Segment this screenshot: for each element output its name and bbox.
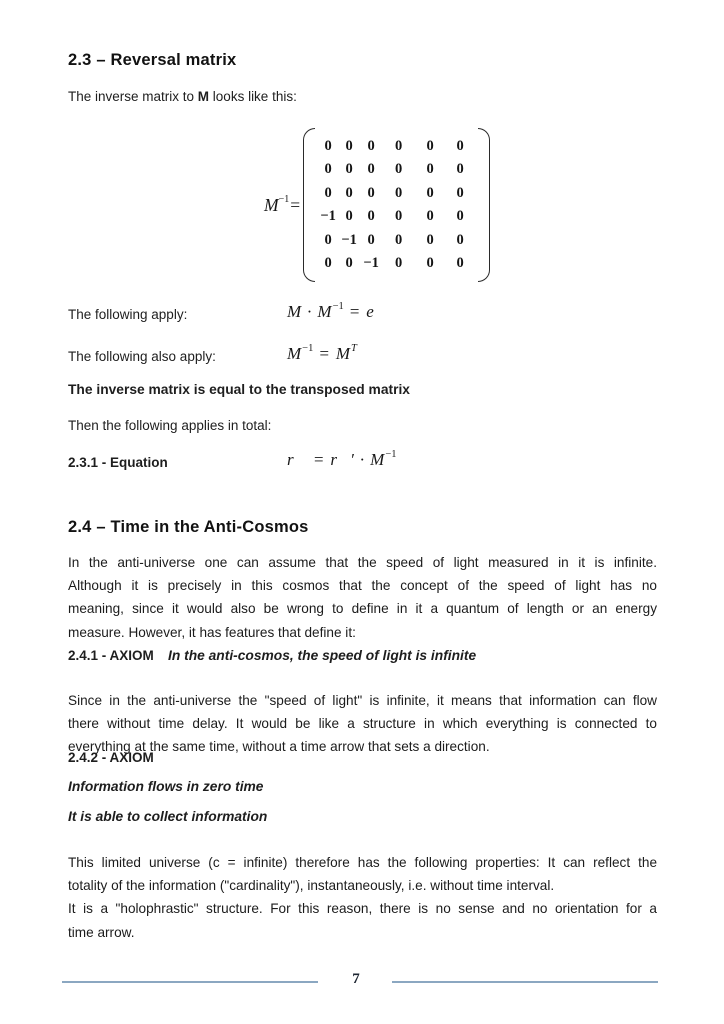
matrix-label-superscript: −1	[278, 193, 290, 205]
matrix-cell: 0	[345, 138, 353, 155]
intro-post: looks like this:	[209, 89, 297, 104]
matrix-cell: 0	[426, 231, 434, 248]
axiom-2-4-2-label: 2.4.2 - AXIOM	[68, 750, 154, 765]
section-2-4-heading: 2.4 – Time in the Anti-Cosmos	[68, 518, 309, 536]
paragraph-line: This limited universe (c = infinite) therefore has the following properties: It can reflect the	[68, 855, 657, 870]
matrix-cell: 0	[345, 254, 353, 271]
matrix-cell: 0	[367, 161, 375, 178]
matrix-left-parenthesis	[303, 128, 315, 282]
paragraph-line: measure. However, it has features that define it:	[68, 624, 356, 640]
equals-sign: =	[348, 302, 361, 321]
matrix-cell: 0	[456, 254, 464, 271]
paragraph-line: everything at the same time, without a time arrow that sets a direction.	[68, 739, 490, 755]
matrix-cell: 0	[456, 161, 464, 178]
equation-term: $M^{-1}$	[317, 301, 344, 321]
paragraph-line: meaning, since it would also be wrong to define in it a quantum of length or an energy	[68, 601, 657, 617]
matrix-cell: 0	[367, 231, 375, 248]
matrix-cell: −1	[320, 208, 336, 225]
axiom-2-4-2-line1: Information flows in zero time	[68, 779, 264, 794]
matrix-cell: 0	[394, 138, 403, 155]
matrix-right-parenthesis	[478, 128, 490, 282]
matrix-cell: 0	[345, 208, 353, 225]
equation-vector	[287, 450, 395, 470]
matrix-cell: 0	[324, 231, 332, 248]
intro-line	[68, 89, 297, 104]
matrix-cell: 0	[345, 184, 353, 201]
matrix-cell: 0	[426, 138, 434, 155]
equation-term: $M^{-1}$	[370, 449, 397, 469]
equation-term: $M^{-1}$	[287, 343, 314, 363]
matrix-cell: 0	[456, 231, 464, 248]
matrix-cell: 0	[394, 231, 403, 248]
superscript: −1	[385, 449, 397, 461]
matrix-cell: 0	[426, 161, 434, 178]
intro-matrix-symbol: M	[197, 89, 210, 104]
matrix-cell: 0	[456, 184, 464, 201]
matrix-cell: 0	[394, 208, 403, 225]
matrix-grid	[315, 135, 478, 275]
matrix-cell: 0	[324, 184, 332, 201]
superscript: T	[351, 343, 357, 355]
paragraph-line: Since in the anti-universe the "speed of light" is infinite, it means that information can flow	[68, 693, 657, 708]
equals-sign: =	[312, 450, 325, 469]
axiom-2-4-1-text: In the anti-cosmos, the speed of light is infinite	[168, 648, 477, 663]
matrix-cell: 0	[324, 254, 332, 271]
footer-rule-right	[392, 981, 658, 983]
axiom-2-4-2-line2: It is able to collect information	[68, 809, 268, 824]
matrix-label-base: M	[264, 194, 279, 215]
equals-sign: =	[318, 344, 330, 363]
paragraph-anti-universe	[68, 551, 657, 644]
paragraph-line: In the anti-universe one can assume that the speed of light measured in it is infinite.	[68, 555, 657, 570]
matrix-cell: 0	[367, 184, 375, 201]
matrix-cell: 0	[394, 254, 403, 271]
matrix-cell: −1	[363, 254, 379, 271]
footer-rule-left	[62, 981, 318, 983]
paragraph-line: It is a "holophrastic" structure. For this reason, there is no sense and no orientation for a	[68, 901, 657, 917]
equation-term: $M^T$	[335, 343, 357, 363]
dot-operator: ·	[359, 450, 365, 469]
apply-label: The following apply:	[68, 307, 188, 322]
equation-term: r⃗′	[330, 450, 354, 469]
paragraph-line: time arrow.	[68, 924, 135, 940]
matrix-cell: 0	[426, 254, 434, 271]
matrix-cell: 0	[324, 138, 332, 155]
axiom-2-4-1-label: 2.4.1 - AXIOM	[68, 648, 154, 663]
paragraph-limited-universe	[68, 851, 657, 944]
equation-2-3-1-label: 2.3.1 - Equation	[68, 455, 168, 470]
matrix-cell: 0	[367, 208, 375, 225]
matrix-equals-sign: =	[290, 194, 301, 215]
matrix-cell: 0	[426, 184, 434, 201]
superscript: −1	[302, 343, 314, 355]
inverse-matrix	[264, 128, 490, 282]
equation-term: M	[287, 302, 302, 321]
total-label: Then the following applies in total:	[68, 418, 272, 433]
intro-pre: The inverse matrix to	[68, 89, 198, 104]
section-2-3-heading: 2.3 – Reversal matrix	[68, 51, 237, 69]
superscript: −1	[332, 301, 344, 313]
equation-identity	[287, 302, 374, 322]
matrix-cell: 0	[456, 138, 464, 155]
matrix-cell: 0	[456, 208, 464, 225]
matrix-cell: 0	[426, 208, 434, 225]
equation-term: e	[366, 302, 374, 321]
matrix-cell: −1	[341, 231, 357, 248]
paragraph-line: totality of the information ("cardinality"), instantaneously, i.e. without time interval.	[68, 878, 555, 894]
matrix-cell: 0	[367, 138, 375, 155]
dot-operator: ·	[307, 302, 312, 321]
matrix-cell: 0	[394, 161, 403, 178]
inverse-equals-transpose-statement: The inverse matrix is equal to the transposed matrix	[68, 382, 410, 397]
paragraph-line: Although it is precisely in this cosmos that the concept of the speed of light has no	[68, 578, 657, 594]
equation-transpose	[287, 344, 356, 364]
matrix-label	[264, 195, 300, 216]
also-apply-label: The following also apply:	[68, 349, 216, 364]
matrix-cell: 0	[394, 184, 403, 201]
page-number: 7	[352, 971, 360, 987]
paragraph-line: there without time delay. It would be like a structure in which everything is connected to	[68, 716, 657, 732]
matrix-cell: 0	[345, 161, 353, 178]
equation-term: r⃗	[287, 450, 307, 469]
paragraph-information-flow	[68, 689, 657, 759]
matrix-cell: 0	[324, 161, 332, 178]
